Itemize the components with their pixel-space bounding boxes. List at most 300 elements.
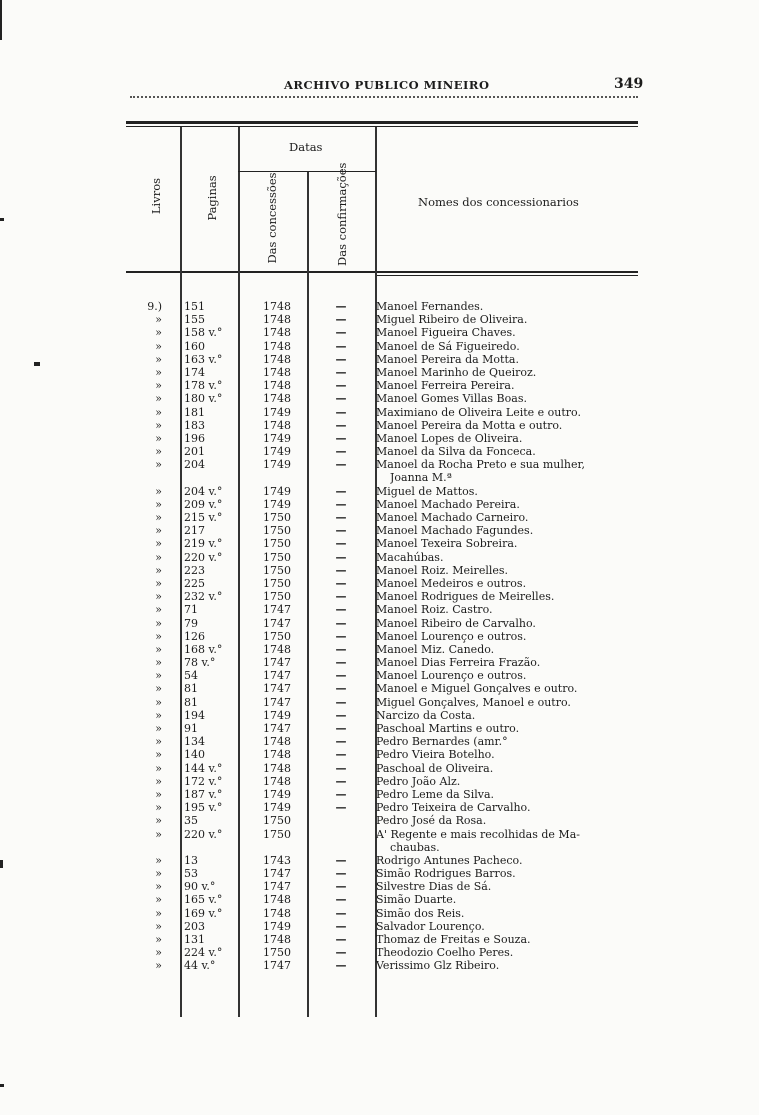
concessao-cell: 1748 — [263, 906, 291, 920]
nome-cell: Theodozio Coelho Peres. — [376, 946, 514, 960]
table-row — [0, 682, 759, 695]
nome-cell: Manoel Dias Ferreira Frazão. — [376, 656, 541, 670]
concessao-cell: 1750 — [263, 827, 291, 841]
table-row — [0, 379, 759, 392]
pagina-cell: 160 — [184, 339, 205, 353]
livro-cell: » — [155, 801, 162, 815]
nome-cell: Manoel Rodrigues de Meirelles. — [376, 590, 555, 604]
table-row — [0, 590, 759, 603]
pagina-cell: 180 v.° — [184, 392, 223, 406]
pagina-cell: 140 — [184, 748, 205, 762]
table-row — [0, 920, 759, 933]
table-row — [0, 696, 759, 709]
table-row — [0, 511, 759, 524]
concessao-cell: 1750 — [263, 550, 291, 564]
table-row — [0, 788, 759, 801]
livro-cell: » — [155, 774, 162, 788]
livro-cell: » — [155, 722, 162, 735]
nome-cell: Pedro João Alz. — [376, 774, 461, 788]
confirmacao-cell: — — [335, 959, 347, 973]
nome-cell: Simão dos Reis. — [376, 906, 465, 920]
nome-cell: Manoel Marinho de Queiroz. — [376, 365, 537, 379]
pagina-cell: 158 v.° — [184, 326, 223, 340]
pagina-cell: 195 v.° — [184, 801, 223, 815]
nome-cell: Manoel Machado Fagundes. — [376, 524, 534, 538]
nome-cell: chaubas. — [390, 840, 440, 854]
nome-cell: Manoel Roiz. Meirelles. — [376, 563, 509, 577]
livro-cell: » — [155, 893, 162, 907]
livro-cell: » — [155, 735, 162, 749]
nome-cell: Pedro Bernardes (amr.° — [376, 735, 508, 749]
table-row — [0, 841, 759, 854]
table-row — [0, 775, 759, 788]
nome-cell: Paschoal de Oliveira. — [376, 761, 494, 775]
pagina-cell: 131 — [184, 933, 205, 946]
confirmacao-cell: — — [335, 761, 347, 775]
confirmacao-cell: — — [335, 445, 347, 459]
nome-cell: Manoel Gomes Villas Boas. — [376, 392, 527, 406]
livro-cell: » — [155, 814, 162, 828]
nome-cell: Manoel Medeiros e outros. — [376, 576, 527, 590]
table-row — [0, 392, 759, 405]
table-row — [0, 854, 759, 867]
nome-cell: A' Regente e mais recolhidas de Ma- — [376, 827, 580, 841]
livro-cell: » — [155, 827, 162, 841]
confirmacao-cell: — — [335, 933, 347, 946]
concessao-cell: 1749 — [263, 801, 291, 815]
table-row — [0, 313, 759, 326]
table-row — [0, 828, 759, 841]
concessao-cell: 1747 — [263, 959, 291, 973]
header-confirmacoes — [335, 162, 349, 266]
concessao-cell: 1747 — [263, 867, 291, 881]
concessao-cell: 1748 — [263, 933, 291, 946]
livro-cell: » — [155, 880, 162, 894]
pagina-cell: 209 v.° — [184, 497, 223, 511]
header-concessoes — [266, 172, 278, 264]
pagina-cell: 219 v.° — [184, 537, 223, 551]
confirmacao-cell: — — [335, 313, 347, 327]
livro-cell: » — [155, 326, 162, 340]
livro-cell: » — [155, 392, 162, 406]
nome-cell: Manoel Lourenço e outros. — [376, 629, 527, 643]
confirmacao-cell: — — [335, 576, 347, 590]
confirmacao-cell: — — [335, 524, 347, 538]
nome-cell: Miguel Gonçalves, Manoel e outro. — [376, 695, 571, 709]
confirmacao-cell: — — [335, 867, 347, 881]
confirmacao-cell: — — [335, 801, 347, 815]
livro-cell: » — [155, 550, 162, 564]
table-row — [0, 709, 759, 722]
table-row — [0, 326, 759, 339]
table-row — [0, 564, 759, 577]
nome-cell: Manoel Figueira Chaves. — [376, 326, 516, 340]
pagina-cell: 204 — [184, 458, 205, 472]
table-row — [0, 458, 759, 471]
table-row — [0, 406, 759, 419]
livro-cell: » — [155, 919, 162, 933]
nome-cell: Manoel Ferreira Pereira. — [376, 379, 515, 393]
header-concessoes-text: Das concessões — [265, 172, 279, 264]
pagina-cell: 90 v.° — [184, 880, 216, 894]
concessao-cell: 1747 — [263, 603, 291, 617]
confirmacao-cell: — — [335, 722, 347, 735]
pagina-cell: 224 v.° — [184, 946, 223, 960]
confirmacao-cell: — — [335, 946, 347, 960]
nome-cell: Salvador Lourenço. — [376, 919, 485, 933]
table-top-rule-thin — [126, 126, 638, 127]
pagina-cell: 172 v.° — [184, 774, 223, 788]
confirmacao-cell: — — [335, 669, 347, 683]
concessao-cell: 1747 — [263, 669, 291, 683]
concessao-cell: 1749 — [263, 445, 291, 459]
livro-cell: » — [155, 405, 162, 419]
concessao-cell: 1748 — [263, 642, 291, 656]
concessao-cell: 1749 — [263, 484, 291, 498]
pagina-cell: 201 — [184, 445, 205, 459]
nome-cell: Manoel Lourenço e outros. — [376, 669, 527, 683]
concessao-cell: 1748 — [263, 761, 291, 775]
table-row — [0, 471, 759, 484]
pagina-cell: 144 v.° — [184, 761, 223, 775]
confirmacao-cell: — — [335, 511, 347, 524]
concessao-cell: 1748 — [263, 300, 291, 313]
livro-cell: » — [155, 761, 162, 775]
concessao-cell: 1750 — [263, 524, 291, 538]
pagina-cell: 44 v.° — [184, 959, 216, 973]
confirmacao-cell: — — [335, 774, 347, 788]
confirmacao-cell: — — [335, 906, 347, 920]
concessao-cell: 1749 — [263, 708, 291, 722]
concessao-cell: 1750 — [263, 629, 291, 643]
nome-cell: Simão Rodrigues Barros. — [376, 867, 516, 881]
concessao-cell: 1750 — [263, 946, 291, 960]
concessao-cell: 1748 — [263, 339, 291, 353]
nome-cell: Miguel Ribeiro de Oliveira. — [376, 313, 528, 327]
nome-cell: Verissimo Glz Ribeiro. — [376, 959, 500, 973]
pagina-cell: 134 — [184, 735, 205, 749]
confirmacao-cell: — — [335, 418, 347, 432]
livro-cell: » — [155, 431, 162, 445]
nome-cell: Manoel Pereira da Motta. — [376, 352, 519, 366]
pagina-cell: 126 — [184, 629, 205, 643]
nome-cell: Manoel Lopes de Oliveira. — [376, 431, 523, 445]
pagina-cell: 181 — [184, 405, 205, 419]
nome-cell: Thomaz de Freitas e Souza. — [376, 933, 531, 946]
nome-cell: Manoel Machado Carneiro. — [376, 511, 529, 524]
concessao-cell: 1749 — [263, 458, 291, 472]
nome-cell: Rodrigo Antunes Pacheco. — [376, 853, 523, 867]
concessao-cell: 1747 — [263, 682, 291, 696]
livro-cell: » — [155, 365, 162, 379]
concessao-cell: 1749 — [263, 497, 291, 511]
table-top-rule — [126, 121, 638, 124]
livro-cell: » — [155, 313, 162, 327]
pagina-cell: 203 — [184, 919, 205, 933]
header-rule — [130, 96, 638, 98]
confirmacao-cell: — — [335, 405, 347, 419]
livro-cell: » — [155, 497, 162, 511]
livro-cell: » — [155, 933, 162, 946]
table-row — [0, 762, 759, 775]
livro-cell: » — [155, 906, 162, 920]
scan-mark — [0, 218, 4, 221]
livro-cell: 9.) — [147, 300, 162, 313]
table-row — [0, 643, 759, 656]
livro-cell: » — [155, 511, 162, 524]
livro-cell: » — [155, 959, 162, 973]
pagina-cell: 204 v.° — [184, 484, 223, 498]
confirmacao-cell: — — [335, 563, 347, 577]
livro-cell: » — [155, 656, 162, 670]
pagina-cell: 183 — [184, 418, 205, 432]
concessao-cell: 1750 — [263, 576, 291, 590]
pagina-cell: 187 v.° — [184, 787, 223, 801]
datas-subheader-rule — [238, 171, 376, 172]
table-row — [0, 880, 759, 893]
confirmacao-cell: — — [335, 656, 347, 670]
nome-cell: Manoel e Miguel Gonçalves e outro. — [376, 682, 578, 696]
confirmacao-cell: — — [335, 458, 347, 472]
pagina-cell: 168 v.° — [184, 642, 223, 656]
concessao-cell: 1747 — [263, 695, 291, 709]
livro-cell: » — [155, 867, 162, 881]
pagina-cell: 223 — [184, 563, 205, 577]
concessao-cell: 1747 — [263, 616, 291, 630]
confirmacao-cell: — — [335, 537, 347, 551]
confirmacao-cell: — — [335, 893, 347, 907]
livro-cell: » — [155, 682, 162, 696]
table-header-rule — [126, 271, 638, 273]
livro-cell: » — [155, 748, 162, 762]
pagina-cell: 35 — [184, 814, 198, 828]
table-header-rule-thin — [376, 275, 638, 276]
nome-cell: Manoel Texeira Sobreira. — [376, 537, 518, 551]
table-row — [0, 933, 759, 946]
confirmacao-cell: — — [335, 603, 347, 617]
confirmacao-cell: — — [335, 352, 347, 366]
nome-cell: Manoel Fernandes. — [376, 300, 484, 313]
pagina-cell: 53 — [184, 867, 198, 881]
concessao-cell: 1749 — [263, 919, 291, 933]
concessao-cell: 1750 — [263, 814, 291, 828]
confirmacao-cell: — — [335, 616, 347, 630]
pagina-cell: 91 — [184, 722, 198, 735]
table-row — [0, 748, 759, 761]
pagina-cell: 165 v.° — [184, 893, 223, 907]
livro-cell: » — [155, 524, 162, 538]
confirmacao-cell: — — [335, 787, 347, 801]
table-row — [0, 867, 759, 880]
livro-cell: » — [155, 603, 162, 617]
livro-cell: » — [155, 853, 162, 867]
concessao-cell: 1748 — [263, 379, 291, 393]
livro-cell: » — [155, 563, 162, 577]
nome-cell: Simão Duarte. — [376, 893, 457, 907]
confirmacao-cell: — — [335, 300, 347, 313]
livro-cell: » — [155, 458, 162, 472]
confirmacao-cell: — — [335, 326, 347, 340]
confirmacao-cell: — — [335, 392, 347, 406]
pagina-cell: 178 v.° — [184, 379, 223, 393]
table-row — [0, 907, 759, 920]
concessao-cell: 1748 — [263, 326, 291, 340]
confirmacao-cell: — — [335, 339, 347, 353]
pagina-cell: 71 — [184, 603, 198, 617]
concessao-cell: 1750 — [263, 511, 291, 524]
pagina-cell: 225 — [184, 576, 205, 590]
confirmacao-cell: — — [335, 880, 347, 894]
nome-cell: Joanna M.ª — [390, 471, 452, 485]
livro-cell: » — [155, 339, 162, 353]
header-livros: Livros — [149, 177, 163, 215]
page-number: 349 — [614, 76, 644, 92]
pagina-cell: 78 v.° — [184, 656, 216, 670]
confirmacao-cell: — — [335, 695, 347, 709]
table-row — [0, 959, 759, 972]
nome-cell: Miguel de Mattos. — [376, 484, 478, 498]
confirmacao-cell: — — [335, 629, 347, 643]
livro-cell: » — [155, 787, 162, 801]
table-row — [0, 419, 759, 432]
nome-cell: Manoel da Silva da Fonceca. — [376, 445, 536, 459]
nome-cell: Silvestre Dias de Sá. — [376, 880, 492, 894]
concessao-cell: 1747 — [263, 722, 291, 735]
nome-cell: Manoel Roiz. Castro. — [376, 603, 493, 617]
nome-cell: Manoel Miz. Canedo. — [376, 642, 495, 656]
livro-cell: » — [155, 708, 162, 722]
confirmacao-cell: — — [335, 735, 347, 749]
livro-cell: » — [155, 576, 162, 590]
table-row — [0, 603, 759, 616]
pagina-cell: 163 v.° — [184, 352, 223, 366]
header-nomes: Nomes dos concessionarios — [418, 195, 579, 209]
pagina-cell: 174 — [184, 365, 205, 379]
table-row — [0, 630, 759, 643]
concessao-cell: 1748 — [263, 313, 291, 327]
concessao-cell: 1747 — [263, 880, 291, 894]
livro-cell: » — [155, 379, 162, 393]
concessao-cell: 1749 — [263, 431, 291, 445]
concessao-cell: 1748 — [263, 418, 291, 432]
livro-cell: » — [155, 590, 162, 604]
nome-cell: Manoel Ribeiro de Carvalho. — [376, 616, 536, 630]
confirmacao-cell: — — [335, 550, 347, 564]
livro-cell: » — [155, 642, 162, 656]
confirmacao-cell: — — [335, 853, 347, 867]
confirmacao-cell: — — [335, 365, 347, 379]
concessao-cell: 1749 — [263, 405, 291, 419]
table-row — [0, 524, 759, 537]
confirmacao-cell: — — [335, 484, 347, 498]
table-row — [0, 669, 759, 682]
nome-cell: Paschoal Martins e outro. — [376, 722, 520, 735]
pagina-cell: 81 — [184, 682, 198, 696]
pagina-cell: 81 — [184, 695, 198, 709]
table-row — [0, 814, 759, 827]
header-datas: Datas — [289, 140, 323, 154]
livro-cell: » — [155, 616, 162, 630]
livro-cell: » — [155, 946, 162, 960]
concessao-cell: 1748 — [263, 893, 291, 907]
concessao-cell: 1749 — [263, 787, 291, 801]
concessao-cell: 1748 — [263, 774, 291, 788]
concessao-cell: 1750 — [263, 537, 291, 551]
confirmacao-cell: — — [335, 682, 347, 696]
confirmacao-cell: — — [335, 708, 347, 722]
scan-mark — [0, 1084, 4, 1087]
livro-cell: » — [155, 629, 162, 643]
nome-cell: Narcizo da Costa. — [376, 708, 476, 722]
nome-cell: Pedro José da Rosa. — [376, 814, 487, 828]
scan-mark — [0, 0, 2, 40]
pagina-cell: 217 — [184, 524, 205, 538]
confirmacao-cell: — — [335, 497, 347, 511]
pagina-cell: 155 — [184, 313, 205, 327]
nome-cell: Manoel Pereira da Motta e outro. — [376, 418, 563, 432]
header-confirmacoes-text: Das confirmações — [335, 162, 349, 266]
pagina-cell: 215 v.° — [184, 511, 223, 524]
nome-cell: Pedro Leme da Silva. — [376, 787, 495, 801]
nome-cell: Pedro Vieira Botelho. — [376, 748, 495, 762]
pagina-cell: 194 — [184, 708, 205, 722]
concessao-cell: 1750 — [263, 563, 291, 577]
table-row — [0, 551, 759, 564]
livro-cell: » — [155, 445, 162, 459]
nome-cell: Manoel Machado Pereira. — [376, 497, 520, 511]
page-title: ARCHIVO PUBLICO MINEIRO — [284, 78, 490, 92]
concessao-cell: 1747 — [263, 656, 291, 670]
header-paginas: Paginas — [205, 175, 219, 221]
livro-cell: » — [155, 418, 162, 432]
livro-cell: » — [155, 669, 162, 683]
livro-cell: » — [155, 537, 162, 551]
nome-cell: Manoel de Sá Figueiredo. — [376, 339, 520, 353]
concessao-cell: 1748 — [263, 352, 291, 366]
confirmacao-cell: — — [335, 590, 347, 604]
table-row — [0, 300, 759, 313]
confirmacao-cell: — — [335, 642, 347, 656]
table-body — [0, 300, 759, 973]
livro-cell: » — [155, 352, 162, 366]
table-row — [0, 617, 759, 630]
pagina-cell: 232 v.° — [184, 590, 223, 604]
pagina-cell: 79 — [184, 616, 198, 630]
confirmacao-cell: — — [335, 431, 347, 445]
table-row — [0, 893, 759, 906]
concessao-cell: 1748 — [263, 365, 291, 379]
table-row — [0, 340, 759, 353]
livro-cell: » — [155, 695, 162, 709]
pagina-cell: 196 — [184, 431, 205, 445]
table-row — [0, 485, 759, 498]
nome-cell: Maximiano de Oliveira Leite e outro. — [376, 405, 581, 419]
table-row — [0, 735, 759, 748]
concessao-cell: 1748 — [263, 748, 291, 762]
nome-cell: Manoel da Rocha Preto e sua mulher, — [376, 458, 586, 472]
table-row — [0, 537, 759, 550]
concessao-cell: 1748 — [263, 735, 291, 749]
livro-cell: » — [155, 484, 162, 498]
table-row — [0, 498, 759, 511]
pagina-cell: 151 — [184, 300, 205, 313]
pagina-cell: 54 — [184, 669, 198, 683]
nome-cell: Pedro Teixeira de Carvalho. — [376, 801, 531, 815]
concessao-cell: 1748 — [263, 392, 291, 406]
pagina-cell: 13 — [184, 853, 198, 867]
table-row — [0, 722, 759, 735]
confirmacao-cell: — — [335, 379, 347, 393]
